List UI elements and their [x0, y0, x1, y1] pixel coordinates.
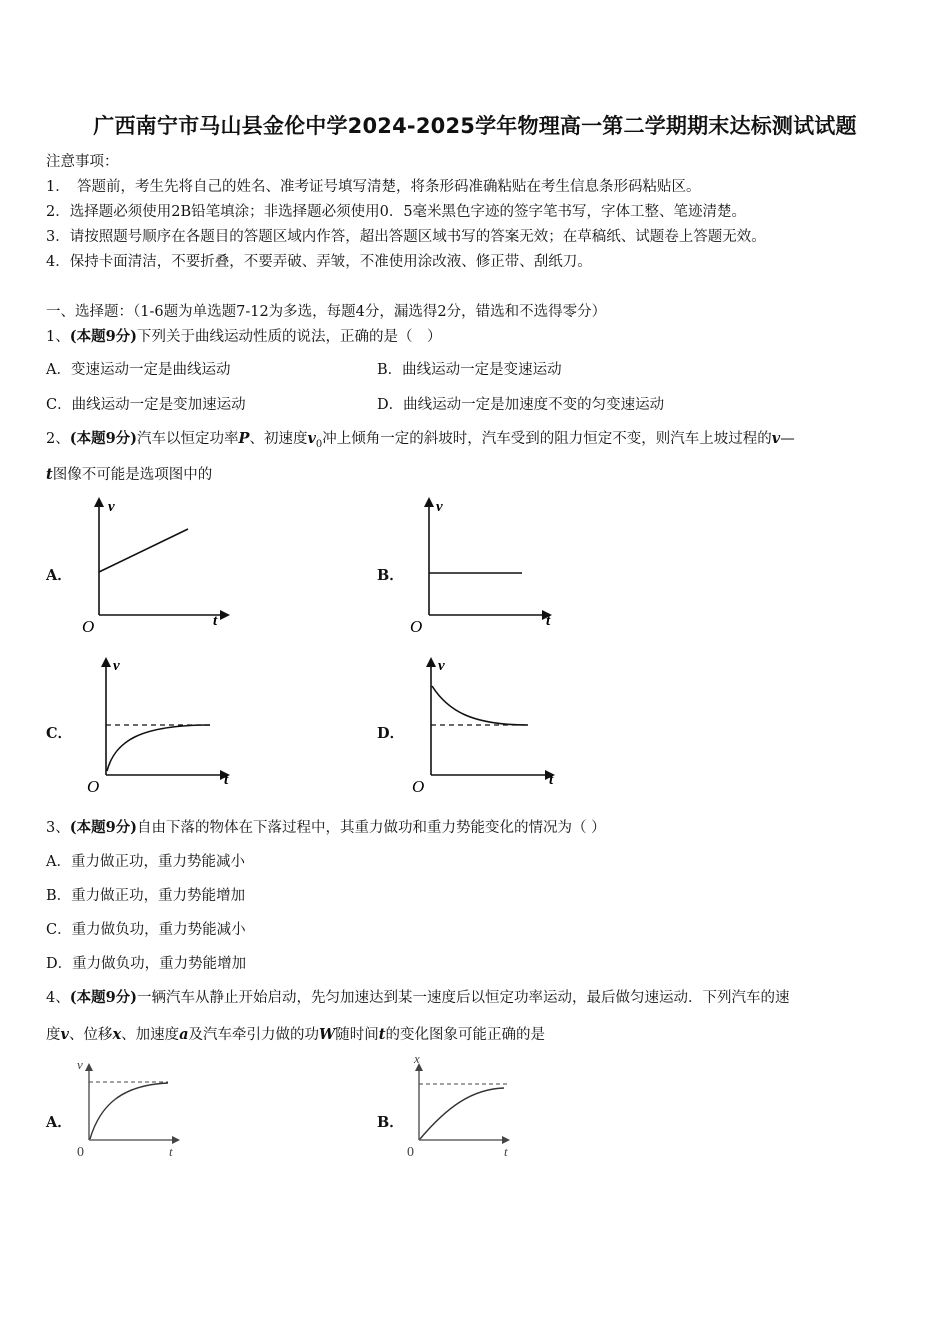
q3-stem: 自由下落的物体在下落过程中，其重力做功和重力势能变化的情况为（ ） — [137, 820, 606, 836]
notice-item-4: 4．保持卡面清洁，不要折叠，不要弄破、弄皱，不准使用涂改液、修正带、刮纸刀。 — [46, 254, 592, 270]
axis-t-label: t — [224, 772, 229, 788]
q4-stem-2f: 的变化图象可能正确的是 — [385, 1027, 545, 1043]
notice-item-2: 2．选择题必须使用2B铅笔填涂；非选择题必须使用0．5毫米黑色字迹的签字笔书写，字体工整、笔迹清楚。 — [46, 204, 747, 220]
q4-symbol-t: t — [378, 1026, 386, 1043]
q4-number: 4、 — [46, 990, 70, 1006]
q2-stem-part-4: 图像不可能是选项图中的 — [52, 467, 213, 483]
q2-symbol-v0: v — [307, 430, 316, 447]
q2-label-c: C． — [46, 725, 73, 742]
q4-symbol-x: x — [112, 1026, 122, 1043]
q4-stem-2c: 、加速度 — [121, 1027, 180, 1043]
notice-item-3: 3．请按照题号顺序在各题目的答题区域内作答，超出答题区域书写的答案无效；在草稿纸、试题卷上答题无效。 — [46, 229, 766, 245]
axis-t-label: t — [504, 1144, 508, 1159]
origin-label: O — [412, 777, 425, 796]
q2-number: 2、 — [46, 431, 70, 447]
q2-label-a: A． — [46, 567, 72, 584]
q4-symbol-w: W — [319, 1026, 336, 1043]
q2-graph-d — [410, 653, 565, 798]
y-axis-arrow-icon — [426, 657, 436, 667]
q3-option-a: A．重力做正功，重力势能减小 — [46, 854, 245, 870]
q2-stem-part-2: 、初速度 — [249, 431, 308, 447]
axis-v-label: v — [438, 658, 445, 674]
v-t-curve — [107, 725, 210, 771]
origin-label: O — [410, 617, 423, 636]
q4-stem-2b: 、位移 — [68, 1027, 113, 1043]
q4-symbol-a: a — [179, 1026, 189, 1043]
x-axis-arrow-icon — [172, 1136, 180, 1144]
q2-symbol-v0-sub: 0 — [315, 438, 323, 450]
v-t-curve — [432, 686, 528, 725]
y-axis-arrow-icon — [85, 1063, 93, 1071]
axis-v-label: v — [108, 499, 115, 515]
axis-v-label: v — [436, 499, 443, 515]
question-1 — [46, 327, 442, 347]
question-4-line-2 — [46, 1025, 545, 1045]
q4-symbol-v: v — [60, 1026, 69, 1043]
q1-stem: 下列关于曲线运动性质的说法，正确的是（ ） — [137, 329, 442, 345]
y-axis-arrow-icon — [424, 497, 434, 507]
q3-option-c: C．重力做负功，重力势能减小 — [46, 922, 246, 938]
axis-t-label: t — [169, 1144, 173, 1159]
q4-label-a: A． — [46, 1114, 72, 1131]
q2-stem-part-1: 汽车以恒定功率 — [137, 431, 239, 447]
q2-symbol-v: v — [771, 430, 781, 447]
q4-stem-part-1: 一辆汽车从静止开始启动，先匀加速达到某一速度后以恒定功率运动，最后做匀速运动．下列汽车的速 — [137, 990, 790, 1006]
q4-stem-2e: 随时间 — [335, 1027, 379, 1043]
origin-label: 0 — [77, 1145, 84, 1160]
q1-option-c: C．曲线运动一定是变加速运动 — [46, 397, 246, 413]
q2-symbol-p: P — [238, 430, 250, 447]
q1-option-a: A．变速运动一定是曲线运动 — [46, 362, 231, 378]
notice-item-1: 1． 答题前，考生先将自己的姓名、准考证号填写清楚，将条形码准确粘贴在考生信息条形码粘贴区。 — [46, 179, 701, 195]
q2-label-b: B． — [377, 567, 404, 584]
notice-heading: 注意事项： — [46, 154, 119, 170]
q2-graph-b — [410, 495, 560, 640]
q2-symbol-t: t — [46, 466, 53, 483]
q4-label-b: B． — [377, 1114, 404, 1131]
origin-label: 0 — [407, 1145, 414, 1160]
y-axis-arrow-icon — [94, 497, 104, 507]
q2-score-tag: (本题9分) — [69, 430, 138, 447]
x-axis-arrow-icon — [220, 610, 230, 620]
x-t-curve — [420, 1088, 504, 1139]
v-t-curve — [90, 1083, 168, 1139]
q1-option-b: B．曲线运动一定是变速运动 — [377, 362, 562, 378]
q2-dash: — — [780, 431, 795, 447]
x-axis-arrow-icon — [502, 1136, 510, 1144]
question-2-line-2 — [46, 465, 212, 485]
q3-option-b: B．重力做正功，重力势能增加 — [46, 888, 246, 904]
q3-score-tag: (本题9分) — [69, 819, 138, 836]
axis-t-label: t — [546, 613, 551, 629]
q4-stem-2d: 及汽车牵引力做的功 — [188, 1027, 319, 1043]
axis-v-label: v — [113, 658, 120, 674]
q1-number: 1、 — [46, 329, 70, 345]
q3-option-d: D．重力做负功，重力势能增加 — [46, 956, 247, 972]
q2-graph-a — [80, 495, 230, 640]
q2-graph-c — [85, 653, 240, 798]
q1-score-tag: (本题9分) — [69, 328, 138, 345]
axis-t-label: t — [549, 772, 554, 788]
question-4-line-1 — [46, 988, 790, 1008]
q2-stem-part-3: 冲上倾角一定的斜坡时，汽车受到的阻力恒定不变，则汽车上坡过程的 — [322, 431, 772, 447]
question-3 — [46, 818, 606, 838]
section-heading: 一、选择题：（1-6题为单选题7-12为多选，每题4分，漏选得2分，错选和不选得零分） — [46, 304, 607, 320]
origin-label: O — [82, 617, 95, 636]
origin-label: O — [87, 777, 100, 796]
q1-option-d: D．曲线运动一定是加速度不变的匀变速运动 — [377, 397, 665, 413]
y-axis-arrow-icon — [101, 657, 111, 667]
q4-stem-2a: 度 — [46, 1027, 61, 1043]
axis-x-label: x — [414, 1051, 420, 1066]
axis-v-label: v — [77, 1057, 83, 1072]
q4-score-tag: (本题9分) — [69, 989, 138, 1006]
page-title: 广西南宁市马山县金伦中学2024-2025学年物理高一第二学期期末达标测试试题 — [93, 114, 857, 138]
question-2-line-1 — [46, 429, 795, 455]
q3-number: 3、 — [46, 820, 70, 836]
v-t-line — [99, 529, 188, 572]
q4-graph-a — [72, 1055, 192, 1160]
q2-label-d: D． — [377, 725, 405, 742]
q4-graph-b — [402, 1051, 522, 1160]
axis-t-label: t — [213, 613, 218, 629]
